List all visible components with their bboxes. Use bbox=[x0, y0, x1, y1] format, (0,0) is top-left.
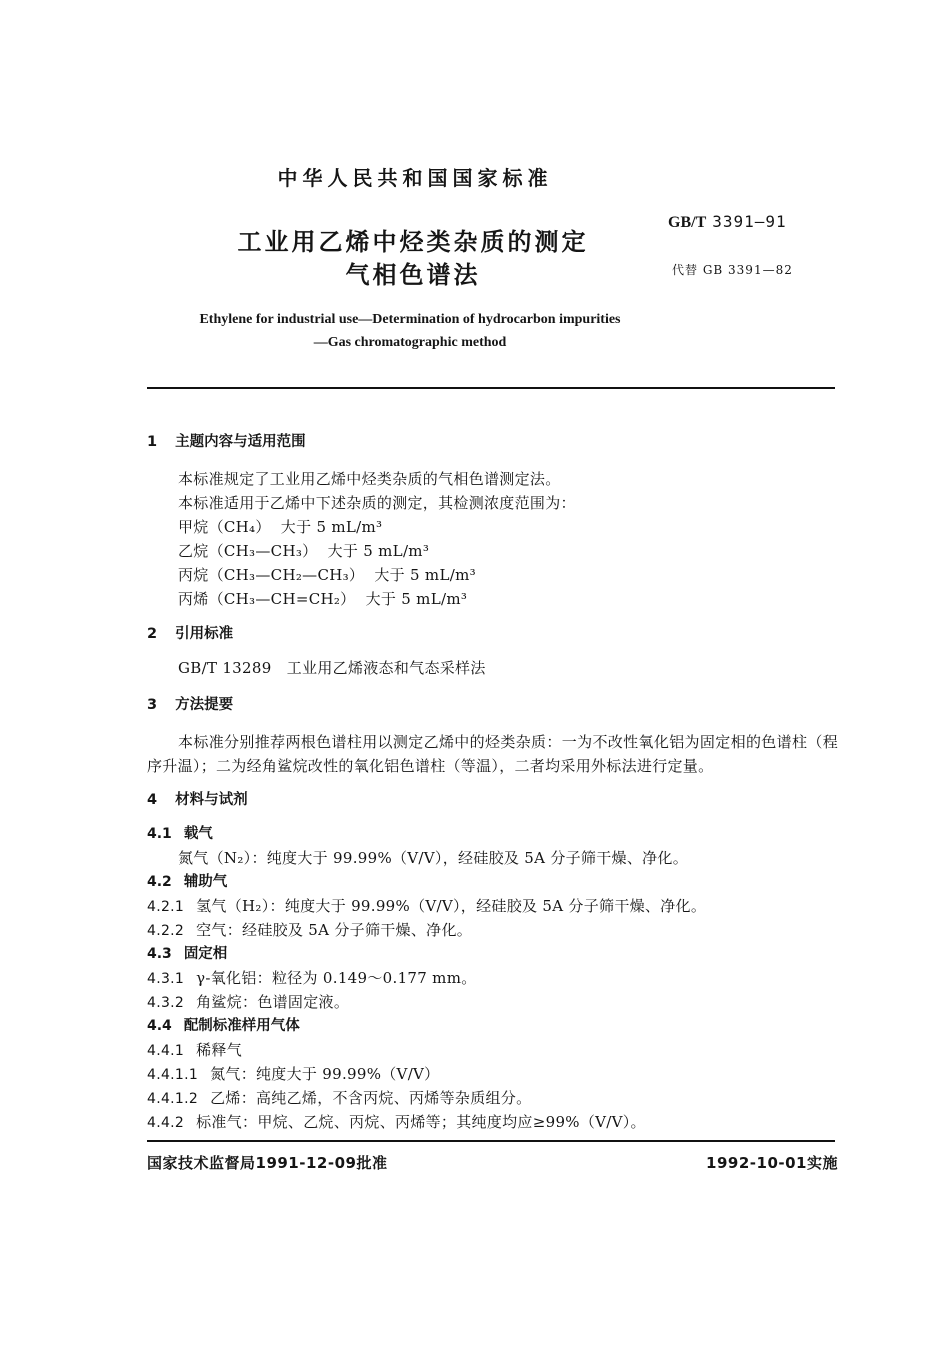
clause-4-4-1-2 bbox=[147, 1088, 531, 1109]
impurity-methane: 甲烷（CH₄） 大于 5 mL/m³ bbox=[178, 518, 383, 536]
clause-4-2-heading bbox=[147, 872, 227, 892]
footer-divider bbox=[147, 1140, 835, 1142]
section-2-heading bbox=[147, 624, 233, 644]
clause-text: 标准气：甲烷、乙烷、丙烷、丙烯等；其纯度均应≥99%（V/V）。 bbox=[196, 1113, 646, 1131]
impurity-ethane: 乙烷（CH₃—CH₃） 大于 5 mL/m³ bbox=[178, 542, 430, 560]
section-number: 1 bbox=[147, 434, 158, 450]
clause-text: 乙烯：高纯乙烯，不含丙烷、丙烯等杂质组分。 bbox=[210, 1089, 532, 1107]
clause-number: 4.1 bbox=[147, 826, 172, 842]
english-title-line2: —Gas chromatographic method bbox=[313, 335, 507, 350]
section-number: 3 bbox=[147, 697, 158, 713]
clause-number: 4.3.1 bbox=[147, 971, 185, 987]
section-number: 2 bbox=[147, 626, 158, 642]
clause-title: 辅助气 bbox=[183, 874, 228, 890]
clause-number: 4.4.2 bbox=[147, 1115, 185, 1131]
clause-number: 4.4 bbox=[147, 1018, 172, 1034]
clause-text: 氮气：纯度大于 99.99%（V/V） bbox=[210, 1065, 440, 1083]
document-title-line1: 工业用乙烯中烃类杂质的测定 bbox=[237, 228, 589, 256]
clause-text: 氢气（H₂）：纯度大于 99.99%（V/V），经硅胶及 5A 分子筛干燥、净化。 bbox=[196, 897, 707, 915]
clause-number: 4.2.1 bbox=[147, 899, 185, 915]
section-title: 引用标准 bbox=[175, 626, 234, 642]
clause-4-2-2 bbox=[147, 920, 472, 941]
clause-4-3-1 bbox=[147, 968, 477, 989]
clause-text: 空气：经硅胶及 5A 分子筛干燥、净化。 bbox=[196, 921, 473, 939]
clause-title: 配制标准样用气体 bbox=[183, 1018, 300, 1034]
method-summary-line2: 序升温）；二为经角鲨烷改性的氧化铝色谱柱（等温），二者均采用外标法进行定量。 bbox=[147, 757, 714, 775]
clause-4-4-heading bbox=[147, 1016, 300, 1036]
section-title: 方法提要 bbox=[175, 697, 234, 713]
scope-paragraph-1: 本标准规定了工业用乙烯中烃类杂质的气相色谱测定法。 bbox=[178, 470, 561, 488]
normative-reference: GB/T 13289 工业用乙烯液态和气态采样法 bbox=[178, 659, 486, 677]
clause-text: 稀释气 bbox=[196, 1041, 243, 1059]
section-4-heading bbox=[147, 790, 248, 810]
section-3-heading bbox=[147, 695, 233, 715]
section-title: 主题内容与适用范围 bbox=[175, 434, 306, 450]
clause-4-1-heading bbox=[147, 824, 213, 844]
clause-number: 4.2 bbox=[147, 874, 172, 890]
clause-number: 4.3 bbox=[147, 946, 172, 962]
section-number: 4 bbox=[147, 792, 158, 808]
clause-4-4-1-1 bbox=[147, 1064, 439, 1085]
clause-title: 载气 bbox=[183, 826, 213, 842]
english-title-line1: Ethylene for industrial use—Determination of hydrocarbon impurities bbox=[199, 312, 621, 327]
clause-text: 角鲨烷：色谱固定液。 bbox=[196, 993, 350, 1011]
clause-number: 4.4.1.1 bbox=[147, 1067, 199, 1083]
document-title-line2: 气相色谱法 bbox=[345, 261, 481, 289]
impurity-propylene: 丙烯（CH₃—CH=CH₂） 大于 5 mL/m³ bbox=[178, 590, 468, 608]
clause-title: 固定相 bbox=[183, 946, 228, 962]
standard-code-number: 3391—91 bbox=[712, 212, 787, 231]
section-1-heading bbox=[147, 432, 306, 452]
clause-number: 4.4.1.2 bbox=[147, 1091, 199, 1107]
header-divider bbox=[147, 387, 835, 389]
impurity-propane: 丙烷（CH₃—CH₂—CH₃） 大于 5 mL/m³ bbox=[178, 566, 476, 584]
replaces-standard: 代替 GB 3391—82 bbox=[672, 263, 793, 277]
national-standard-heading: 中华人民共和国国家标准 bbox=[277, 166, 553, 190]
clause-number: 4.3.2 bbox=[147, 995, 185, 1011]
method-summary-line1: 本标准分别推荐两根色谱柱用以测定乙烯中的烃类杂质：一为不改性氧化铝为固定相的色谱柱（程 bbox=[178, 733, 839, 751]
effective-date: 1992-10-01实施 bbox=[706, 1154, 838, 1172]
approval-date: 国家技术监督局1991-12-09批准 bbox=[147, 1154, 388, 1172]
clause-4-4-2 bbox=[147, 1112, 646, 1133]
clause-text: γ-氧化铝：粒径为 0.149～0.177 mm。 bbox=[196, 969, 477, 987]
clause-4-4-1 bbox=[147, 1040, 242, 1061]
section-title: 材料与试剂 bbox=[175, 792, 248, 808]
clause-4-3-2 bbox=[147, 992, 349, 1013]
scope-paragraph-2: 本标准适用于乙烯中下述杂质的测定，其检测浓度范围为： bbox=[178, 494, 576, 512]
clause-number: 4.4.1 bbox=[147, 1043, 185, 1059]
clause-4-1-body: 氮气（N₂）：纯度大于 99.99%（V/V），经硅胶及 5A 分子筛干燥、净化。 bbox=[178, 849, 689, 867]
clause-number: 4.2.2 bbox=[147, 923, 185, 939]
clause-4-3-heading bbox=[147, 944, 227, 964]
clause-4-2-1 bbox=[147, 896, 706, 917]
standard-code-prefix: GB/T bbox=[668, 214, 707, 231]
